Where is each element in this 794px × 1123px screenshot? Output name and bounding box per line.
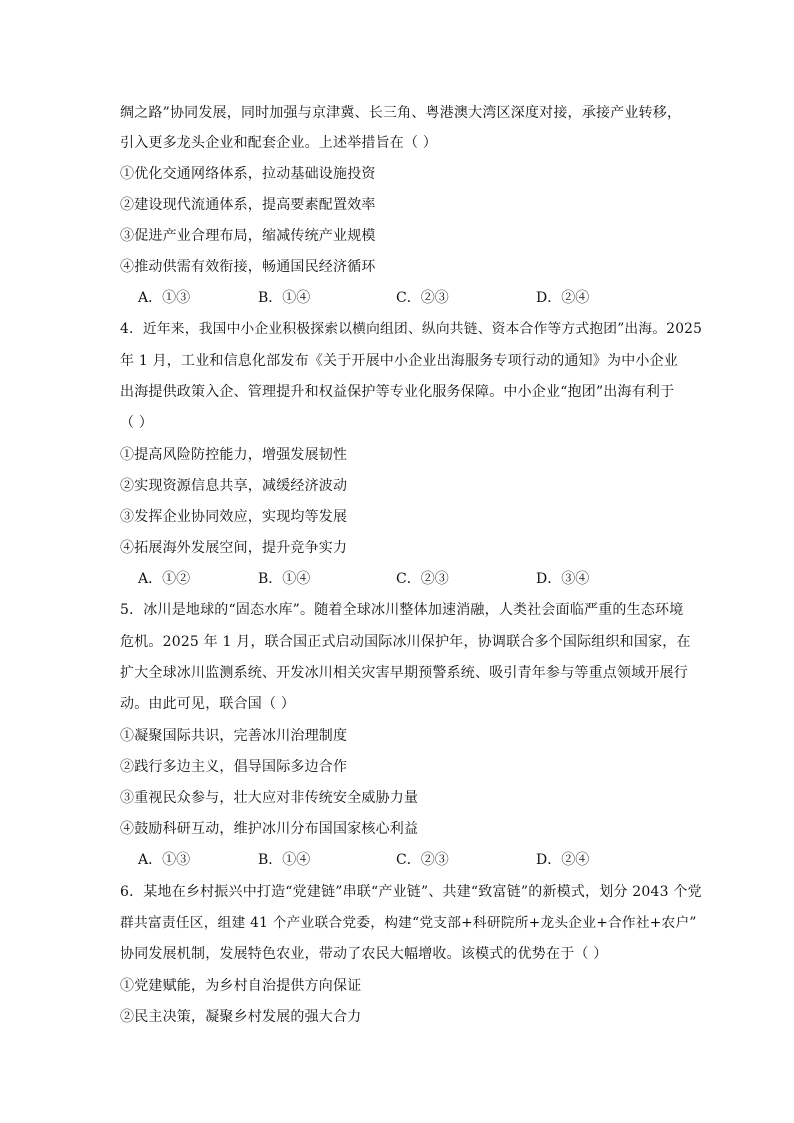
q5-option-3: ③重视民众参与，壮大应对非传统安全威胁力量 xyxy=(120,790,419,806)
q6-stem-line-2: 群共富责任区，组建 41 个产业联合党委，构建“党支部+科研院所+龙头企业+合作社+农户” xyxy=(120,915,697,931)
q5-stem-line-2: 危机。2025 年 1 月，联合国正式启动国际冰川保护年，协调联合多个国际组织和国家，在 xyxy=(120,634,691,650)
q4-choice-a: A．①② xyxy=(138,571,191,587)
q4-option-2: ②实现资源信息共享，减缓经济波动 xyxy=(120,478,348,494)
q4-choice-b: B．①④ xyxy=(258,571,311,587)
q5-option-2: ②践行多边主义，倡导国际多边合作 xyxy=(120,759,348,775)
q5-choice-d: D．②④ xyxy=(536,852,590,868)
q3-choice-b: B．①④ xyxy=(258,290,311,306)
q3-option-3: ③促进产业合理布局，缩减传统产业规模 xyxy=(120,228,376,244)
q4-option-3: ③发挥企业协同效应，实现均等发展 xyxy=(120,509,348,525)
q4-choice-c: C．②③ xyxy=(396,571,449,587)
q3-stem-line-1: 绸之路”协同发展，同时加强与京津冀、长三角、粤港澳大湾区深度对接，承接产业转移， xyxy=(120,105,682,121)
q4-stem-line-2: 年 1 月，工业和信息化部发布《关于开展中小企业出海服务专项行动的通知》为中小企业 xyxy=(120,353,679,369)
q3-option-2: ②建设现代流通体系，提高要素配置效率 xyxy=(120,197,376,213)
q3-choice-c: C．②③ xyxy=(396,290,449,306)
q5-choice-c: C．②③ xyxy=(396,852,449,868)
q4-option-1: ①提高风险防控能力，增强发展韧性 xyxy=(120,447,348,463)
q4-option-4: ④拓展海外发展空间，提升竞争实力 xyxy=(120,540,348,556)
q5-stem-line-1: 5．冰川是地球的“固态水库”。随着全球冰川整体加速消融，人类社会面临严重的生态环境 xyxy=(120,602,684,618)
q5-choice-b: B．①④ xyxy=(258,852,311,868)
q5-option-1: ①凝聚国际共识，完善冰川治理制度 xyxy=(120,728,348,744)
q3-choice-d: D．②④ xyxy=(536,290,590,306)
q6-option-1: ①党建赋能，为乡村自治提供方向保证 xyxy=(120,978,362,994)
q4-stem-line-4: （ ） xyxy=(120,415,154,431)
q4-stem-line-3: 出海提供政策入企、管理提升和权益保护等专业化服务保障。中小企业“抱团”出海有利于 xyxy=(120,384,675,400)
q6-stem-line-1: 6．某地在乡村振兴中打造“党建链”串联“产业链”、共建“致富链”的新模式，划分 2043 个党 xyxy=(120,884,702,900)
q4-stem-line-1: 4．近年来，我国中小企业积极探索以横向组团、纵向共链、资本合作等方式抱团”出海。2025 xyxy=(120,321,703,337)
q3-option-1: ①优化交通网络体系，拉动基础设施投资 xyxy=(120,166,376,182)
q3-choice-a: A．①③ xyxy=(138,290,191,306)
q5-choice-a: A．①③ xyxy=(138,852,191,868)
q6-stem-line-3: 协同发展机制，发展特色农业，带动了农民大幅增收。该模式的优势在于（ ） xyxy=(120,946,608,962)
q5-stem-line-4: 动。由此可见，联合国（ ） xyxy=(120,696,296,712)
q5-stem-line-3: 扩大全球冰川监测系统、开发冰川相关灾害早期预警系统、吸引青年参与等重点领域开展行 xyxy=(120,665,688,681)
q3-stem-line-2: 引入更多龙头企业和配套企业。上述举措旨在（ ） xyxy=(120,135,438,151)
q3-option-4: ④推动供需有效衔接，畅通国民经济循环 xyxy=(120,259,376,275)
q6-option-2: ②民主决策，凝聚乡村发展的强大合力 xyxy=(120,1009,362,1025)
q4-choice-d: D．③④ xyxy=(536,571,590,587)
q5-option-4: ④鼓励科研互动，维护冰川分布国国家核心利益 xyxy=(120,821,419,837)
